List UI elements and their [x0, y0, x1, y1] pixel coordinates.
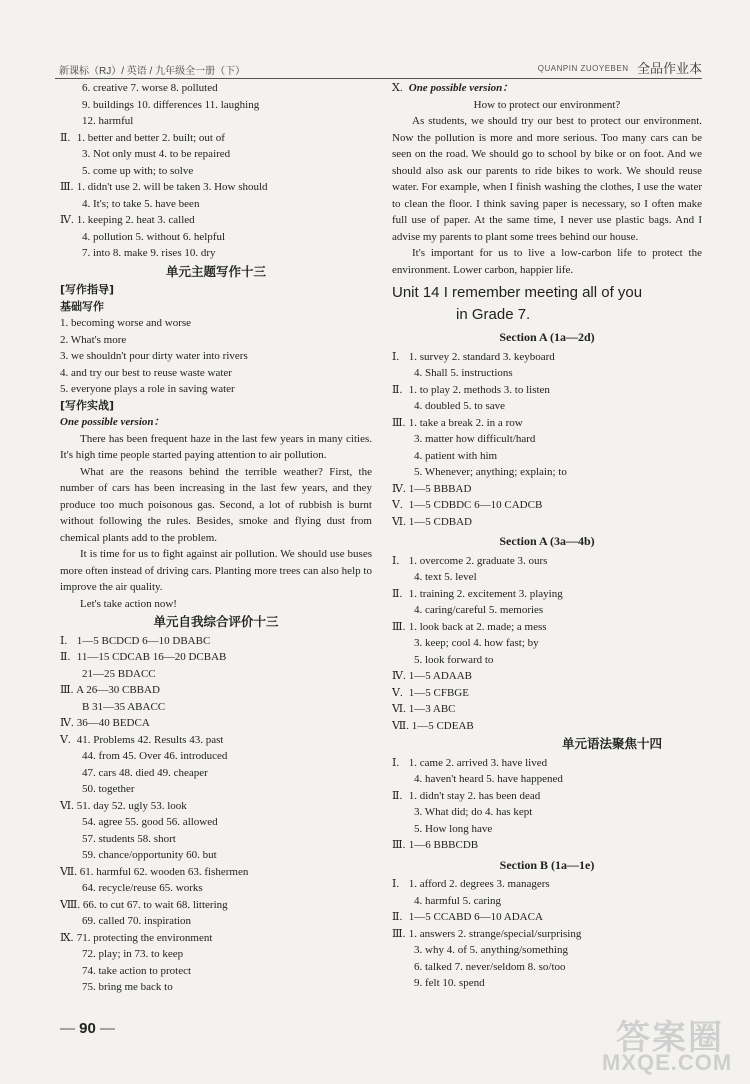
answer-line: Ⅴ. 1—5 CFBGE [392, 686, 469, 699]
header-brand: 全品作业本 [636, 62, 702, 77]
answer-line: 5. come up with; to solve [82, 164, 194, 177]
answer-list [392, 876, 702, 992]
version-label: One possible version： [60, 416, 165, 428]
answer-line: 5. everyone plays a role in saving water [60, 383, 235, 395]
answer-line: B 31—35 ABACC [82, 700, 166, 713]
answer-line: Ⅰ. 1. came 2. arrived 3. have lived [392, 756, 548, 769]
answer-line: Ⅴ. 1—5 CDBDC 6—10 CADCB [392, 499, 543, 511]
answer-line: Ⅲ. A 26—30 CBBAD [60, 684, 160, 696]
answer-line: 1. becoming worse and worse [60, 317, 192, 329]
answer-line: 69. called 70. inspiration [82, 915, 192, 927]
answer-line: 5. look forward to [414, 653, 494, 666]
answer-line: Ⅴ. 41. Problems 42. Results 43. past [60, 733, 224, 746]
answer-line: Ⅲ. 1—6 BBBCDB [392, 839, 479, 851]
answer-line: Ⅱ. 1. better and better 2. built; out of [60, 131, 225, 144]
answer-line: Ⅲ. 1. take a break 2. in a row [392, 416, 523, 429]
answer-line: Ⅳ. 1. keeping 2. heat 3. called [60, 214, 195, 226]
answer-line: 4. harmful 5. caring [414, 894, 502, 907]
answer-line: 4. doubled 5. to save [414, 400, 506, 412]
answer-line: Ⅳ. 1—5 ADAAB [392, 670, 473, 682]
answer-line: 5. How long have [414, 822, 493, 835]
answer-line: Ⅶ. 61. harmful 62. wooden 63. fishermen [60, 865, 249, 878]
page-header [55, 58, 702, 79]
page-number: — 90 — [60, 1020, 116, 1037]
answer-line: 7. into 8. make 9. rises 10. dry [82, 247, 216, 259]
answer-line: 75. bring me back to [82, 981, 173, 993]
watermark-text: 答案圈 [616, 1019, 724, 1057]
answer-line: Ⅶ. 1—5 CDEAB [392, 719, 474, 732]
watermark-logo [602, 1010, 742, 1080]
answer-line: Ⅰ. 1. afford 2. degrees 3. managers [392, 878, 550, 890]
answer-line: 57. students 58. short [82, 832, 176, 845]
essay-paragraph: It is time for us to fight against air pollution. We should use buses more often instead of driving cars. Planting more trees can also help to improve the air quality. [60, 548, 372, 593]
answer-line: 47. cars 48. died 49. cheaper [82, 766, 208, 779]
answer-line: 9. buildings 10. differences 11. laughing [82, 98, 260, 111]
watermark-url: MXQE.COM [602, 1050, 733, 1075]
answer-line: Ⅰ. 1. overcome 2. graduate 3. ours [392, 554, 548, 567]
answer-line: Ⅱ. 1. didn't stay 2. has been dead [392, 789, 541, 802]
answer-line: 6. talked 7. never/seldom 8. so/too [414, 960, 566, 973]
answer-line: 72. play; in 73. to keep [82, 948, 184, 960]
answer-line: 3. keep; cool 4. how fast; by [414, 637, 539, 649]
answer-line: Ⅹ. One possible version： [392, 82, 514, 94]
answer-line: 5. Whenever; anything; explain; to [414, 466, 567, 478]
answer-line: 21—25 BDACC [82, 667, 156, 680]
eval-list [60, 633, 372, 996]
answer-line: 4. and try our best to reuse waste water [60, 366, 232, 379]
answer-line: 4. haven't heard 5. have happened [414, 773, 563, 785]
answer-line: Ⅵ. 51. day 52. ugly 53. look [60, 799, 187, 812]
answer-line: Ⅲ. 1. didn't use 2. will be taken 3. How should [60, 181, 268, 193]
answer-line: 4. patient with him [414, 449, 498, 462]
answer-line: Ⅲ. 1. answers 2. strange/special/surprising [392, 927, 582, 940]
left-column [60, 80, 372, 996]
answer-line: 59. chance/opportunity 60. but [82, 849, 217, 861]
answer-line: 3. why 4. of 5. anything/something [414, 944, 568, 956]
answer-line: Ⅱ. 1—5 CCABD 6—10 ADACA [392, 911, 543, 923]
answer-line: 4. Shall 5. instructions [414, 367, 513, 379]
answer-line: Ⅵ. 1—3 ABC [392, 703, 456, 715]
essay-paragraph: It's important for us to live a low-carbon life to protect the environment. Lower carbon, happier life. [392, 247, 702, 276]
answer-list [392, 553, 702, 735]
answer-line: Ⅱ. 11—15 CDCAB 16—20 DCBAB [60, 651, 227, 663]
header-brand-group [538, 58, 702, 77]
answer-line: 44. from 45. Over 46. introduced [82, 750, 228, 762]
answer-line: 4. pollution 5. without 6. helpful [82, 230, 225, 243]
label-guide: [写作指导] [60, 283, 115, 296]
answer-line: 4. It's; to take 5. have been [82, 197, 200, 210]
label-basic: 基础写作 [60, 299, 104, 313]
essay-paragraph: Let's take action now! [80, 597, 177, 610]
section-title: 单元自我综合评价十三 [153, 614, 279, 629]
answer-line: 3. What did; do 4. has kept [414, 806, 533, 818]
answer-line: 4. text 5. level [414, 571, 477, 583]
answer-list [392, 755, 702, 854]
answer-line: Ⅳ. 36—40 BEDCA [60, 717, 150, 729]
essay-paragraph: There has been frequent haze in the last few years in many cities. It's high time people started paying attention to air pollution. [60, 432, 372, 461]
essay-title: How to protect our environment? [473, 98, 621, 111]
answer-line: 74. take action to protect [82, 964, 192, 977]
answer-line: Ⅵ. 1—5 CDBAD [392, 515, 473, 528]
section-heading: Section A (3a—4b) [499, 534, 595, 548]
label-practice: [写作实战] [60, 398, 115, 412]
answer-line: 3. matter how difficult/hard [414, 433, 536, 445]
answer-line: 9. felt 10. spend [414, 977, 485, 989]
section-heading: Section A (1a—2d) [499, 330, 595, 344]
answer-line: 4. caring/careful 5. memories [414, 604, 544, 616]
answer-line: 54. agree 55. good 56. allowed [82, 816, 218, 828]
answer-line: 12. harmful [82, 115, 134, 127]
answer-line: 50. together [82, 783, 135, 795]
answer-line: Ⅱ. 1. training 2. excitement 3. playing [392, 587, 563, 600]
header-pinyin: QUANPIN ZUOYEBEN [537, 64, 629, 73]
section-heading: Section B (1a—1e) [499, 857, 595, 872]
answer-line: Ⅷ. 66. to cut 67. to wait 68. littering [60, 898, 228, 911]
section-title: 单元主题写作十三 [165, 263, 266, 279]
answer-line: 6. creative 7. worse 8. polluted [82, 82, 218, 94]
answer-line: Ⅳ. 1—5 BBBAD [392, 482, 472, 495]
answer-line: Ⅲ. 1. look back at 2. made; a mess [392, 620, 547, 633]
answer-line: Ⅰ. 1—5 BCDCD 6—10 DBABC [60, 634, 211, 647]
right-column [392, 80, 702, 992]
answer-line: Ⅸ. 71. protecting the environment [60, 931, 213, 944]
essay-paragraph: What are the reasons behind the terrible weather? First, the number of cars has been increasing in the last few years, and they produce too much poisonous gas. Second, a lot of rubbish is burnt without following the rules. Besides, smoke and flying dust from chemical plants add to the problem. [60, 465, 372, 544]
answer-line: 64. recycle/reuse 65. works [82, 882, 203, 894]
essay-paragraph: As students, we should try our best to protect our environment. Now the pollution is more and more serious. Too many cars can be seen on the road. We should go to school by bike or on foot. And we should also ask our parents to ride bikes to work. We should reuse water. For example, when I finish washing the clothes, I use the water to clean the floor. I think saving paper is necessary, so I often make full use of paper. At the same time, I never use plastic bags. And I advise my parents to plant some trees behind our house. [392, 115, 702, 243]
answer-line: 3. Not only must 4. to be repaired [82, 148, 231, 160]
answer-line: Ⅱ. 1. to play 2. methods 3. to listen [392, 383, 550, 396]
section-title: 单元语法聚焦十四 [561, 736, 662, 751]
answer-line: 2. What's more [60, 333, 127, 346]
header-breadcrumb: 新课标（RJ）/ 英语 / 九年级全一册（下） [59, 66, 246, 77]
answer-line: Ⅰ. 1. survey 2. standard 3. keyboard [392, 350, 555, 363]
answer-list [392, 349, 702, 531]
unit-title: Unit 14 I remember meeting all of you in Grade 7. [392, 284, 643, 323]
answer-line: 3. we shouldn't pour dirty water into rivers [60, 350, 248, 362]
